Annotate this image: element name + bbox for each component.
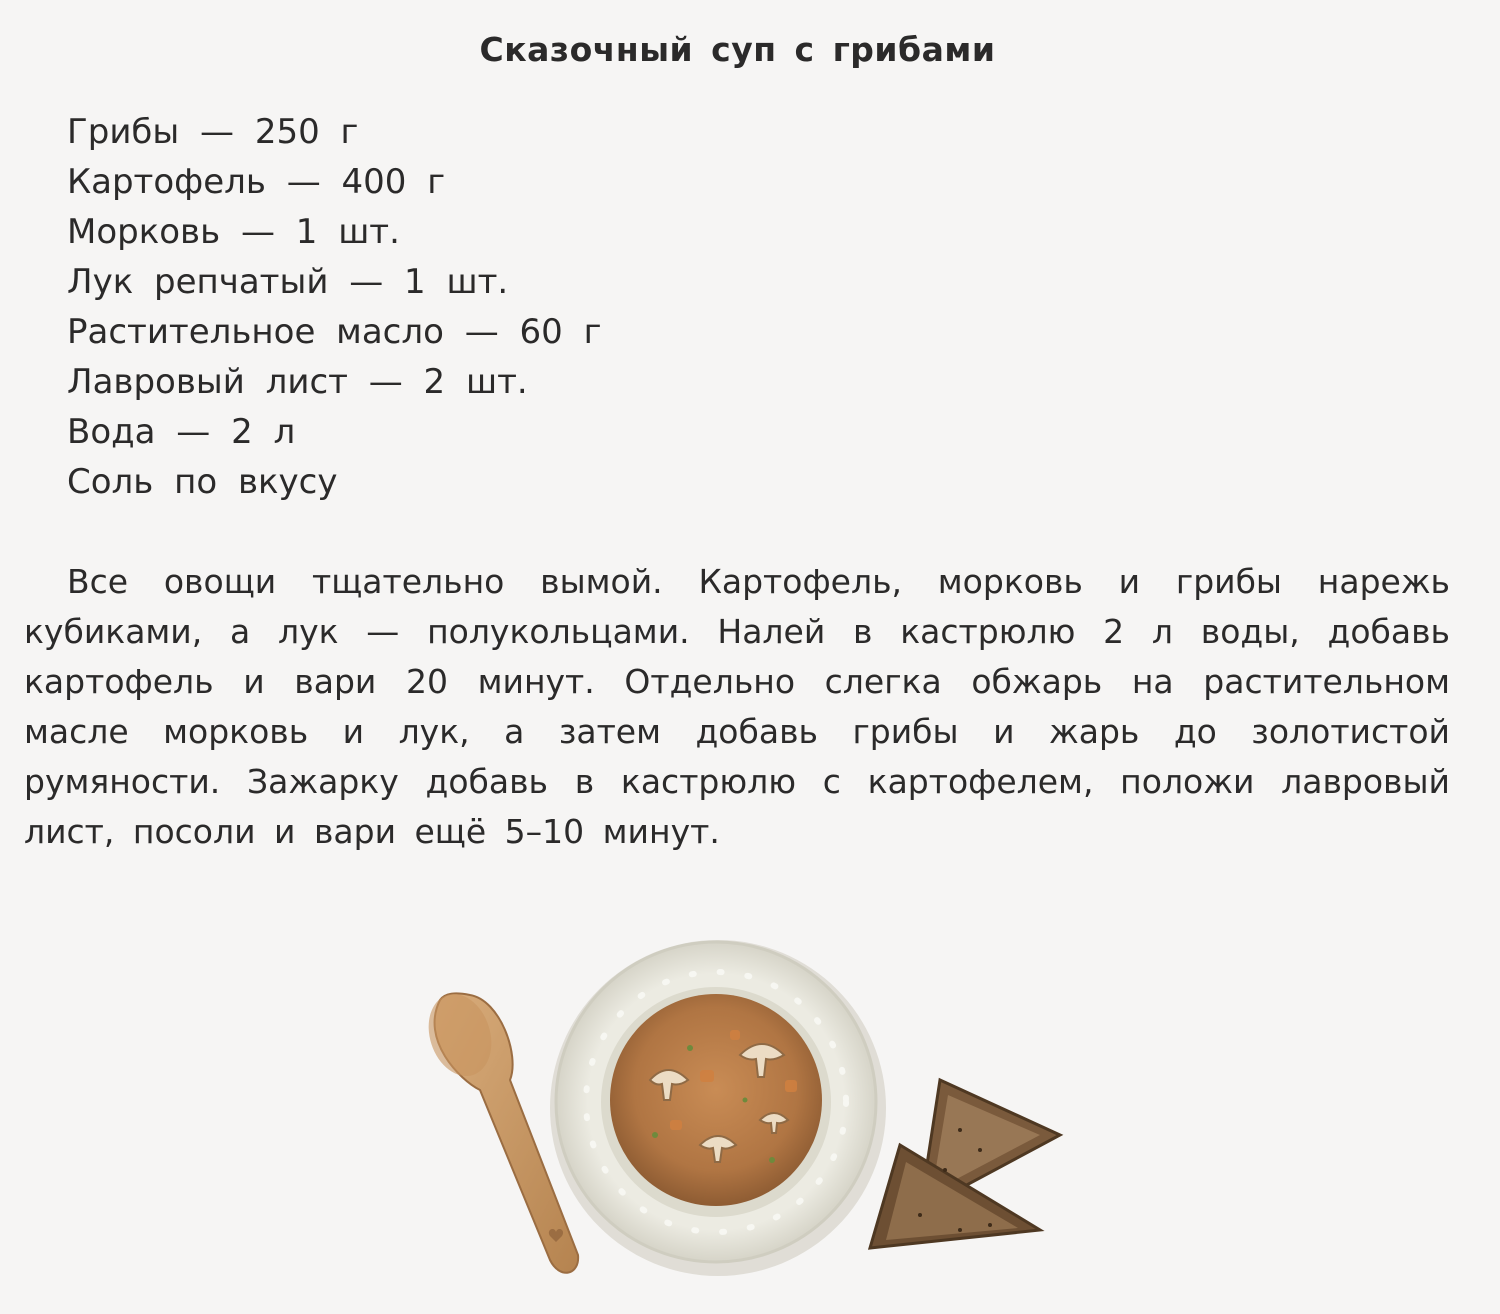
soup-illustration (400, 930, 1080, 1300)
ingredient-item: Лук репчатый — 1 шт. (67, 262, 509, 302)
ingredient-item: Вода — 2 л (67, 412, 296, 452)
instructions-paragraph: Все овощи тщательно вымой. Картофель, морковь и грибы нарежь кубиками, а лук — полукольцами. Налей в кастрюлю 2 л воды, добавь картофель и вари 20 минут. Отдельно слегка обжарь на растительном масле морковь и лук, а затем добавь грибы и жарь до золотистой румяности. Зажарку добавь в кастрюлю с картофелем, положи лавровый лист, посоли и вари ещё 5–10 минут. (24, 562, 1450, 851)
ingredient-item: Морковь — 1 шт. (67, 212, 400, 252)
ingredient-item: Грибы — 250 г (67, 112, 359, 152)
ingredient-item: Соль по вкусу (67, 462, 338, 502)
ingredient-item: Растительное масло — 60 г (67, 312, 602, 352)
bread-slices-icon (870, 1080, 1060, 1248)
ingredient-item: Лавровый лист — 2 шт. (67, 362, 528, 402)
ingredient-item: Картофель — 400 г (67, 162, 446, 202)
ingredients-list (67, 107, 601, 507)
soup-bowl-icon (550, 940, 886, 1276)
page-title: Сказочный суп с грибами (479, 30, 996, 70)
